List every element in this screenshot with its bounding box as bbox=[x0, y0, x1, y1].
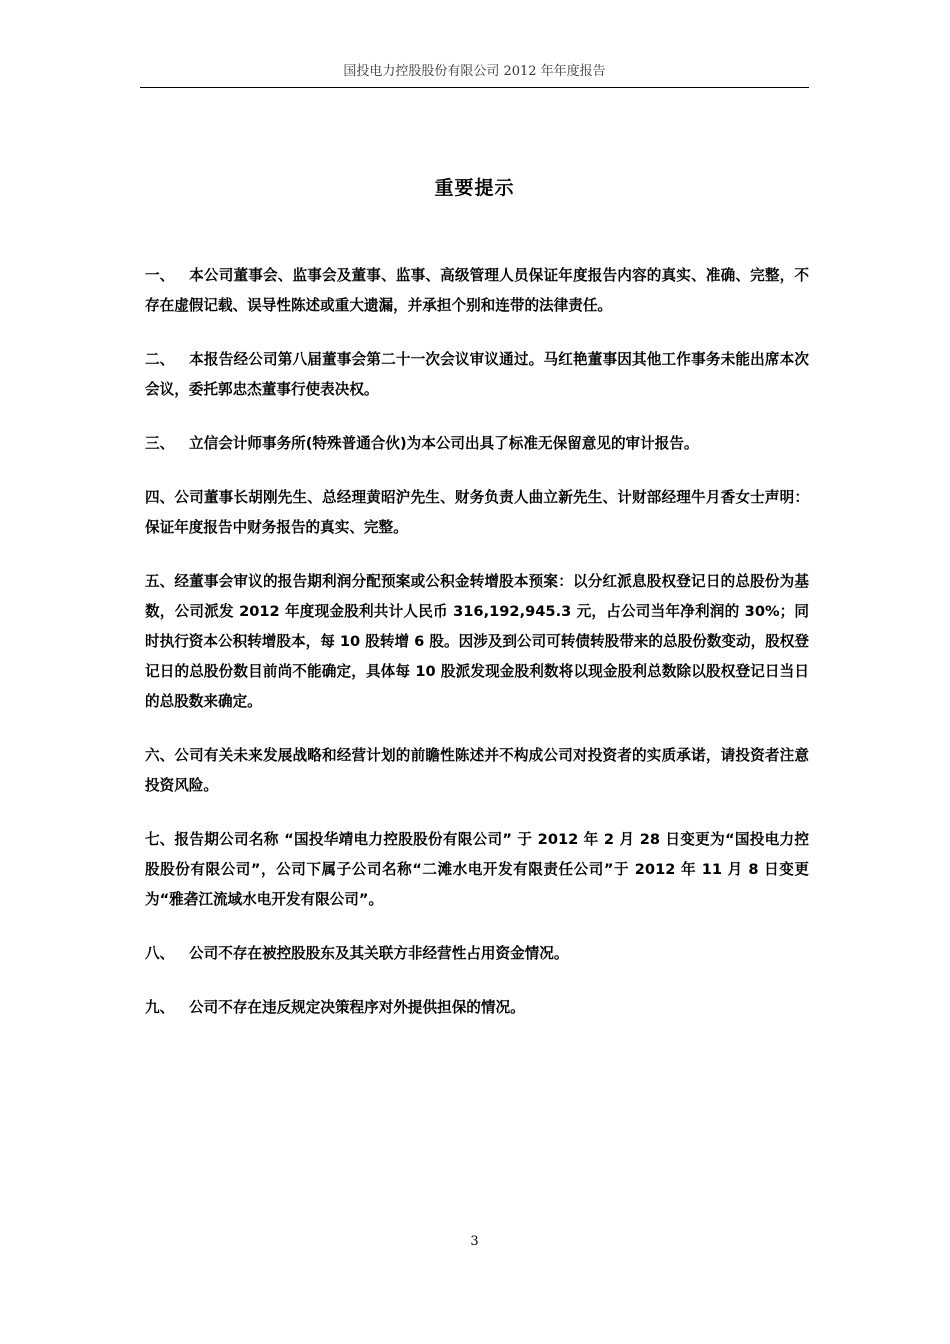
notice-item-2 bbox=[145, 345, 809, 405]
item-text: 公司董事长胡刚先生、总经理黄昭沪先生、财务负责人曲立新先生、计财部经理牛月香女士声明：保证年度报告中财务报告的真实、完整。 bbox=[145, 489, 809, 536]
item-text: 公司不存在违反规定决策程序对外提供担保的情况。 bbox=[189, 999, 525, 1016]
item-text: 立信会计师事务所(特殊普通合伙)为本公司出具了标准无保留意见的审计报告。 bbox=[189, 435, 699, 452]
item-number: 六、 bbox=[145, 747, 175, 764]
item-text: 本报告经公司第八届董事会第二十一次会议审议通过。马红艳董事因其他工作事务未能出席本次会议，委托郭忠杰董事行使表决权。 bbox=[145, 351, 809, 398]
item-number: 五、 bbox=[145, 573, 175, 590]
notice-item-5 bbox=[145, 567, 809, 717]
item-text: 公司不存在被控股股东及其关联方非经营性占用资金情况。 bbox=[189, 945, 569, 962]
item-text: 公司有关未来发展战略和经营计划的前瞻性陈述并不构成公司对投资者的实质承诺，请投资者注意投资风险。 bbox=[145, 747, 809, 794]
notice-item-7 bbox=[145, 825, 809, 915]
page-number: 3 bbox=[470, 1234, 479, 1249]
page-title: 重要提示 bbox=[434, 177, 515, 199]
item-number: 九、 bbox=[145, 999, 175, 1016]
notice-list bbox=[145, 261, 809, 1047]
header-divider bbox=[140, 87, 809, 88]
item-number: 七、 bbox=[145, 831, 175, 848]
item-number: 一、 bbox=[145, 267, 175, 284]
item-text: 报告期公司名称 “国投华靖电力控股股份有限公司” 于 2012 年 2 月 28 日变更为“国投电力控股股份有限公司”，公司下属子公司名称“二滩水电开发有限责任公司”于 2012 年 11 月 8 日变更为“雅砻江流域水电开发有限公司”。 bbox=[145, 831, 809, 908]
item-number: 八、 bbox=[145, 945, 175, 962]
item-number: 四、 bbox=[145, 489, 175, 506]
notice-item-8 bbox=[145, 939, 809, 969]
notice-item-9 bbox=[145, 993, 809, 1023]
item-text: 经董事会审议的报告期利润分配预案或公积金转增股本预案：以分红派息股权登记日的总股份为基数，公司派发 2012 年度现金股利共计人民币 316,192,945.3 元，占公司当年净利润的 30%；同时执行资本公积转增股本，每 10 股转增 6 股。因涉及到公司可转债转股带来的总股份数变动，股权登记日的总股份数目前尚不能确定，具体每 10 股派发现金股利数将以现金股利总数除以股权登记日当日的总股数来确定。 bbox=[145, 573, 809, 710]
item-number: 二、 bbox=[145, 351, 175, 368]
notice-item-3 bbox=[145, 429, 809, 459]
item-number: 三、 bbox=[145, 435, 175, 452]
notice-item-6 bbox=[145, 741, 809, 801]
notice-item-1 bbox=[145, 261, 809, 321]
notice-item-4 bbox=[145, 483, 809, 543]
item-text: 本公司董事会、监事会及董事、监事、高级管理人员保证年度报告内容的真实、准确、完整，不存在虚假记载、误导性陈述或重大遗漏，并承担个别和连带的法律责任。 bbox=[145, 267, 809, 314]
running-header: 国投电力控股股份有限公司 2012 年年度报告 bbox=[343, 64, 606, 79]
